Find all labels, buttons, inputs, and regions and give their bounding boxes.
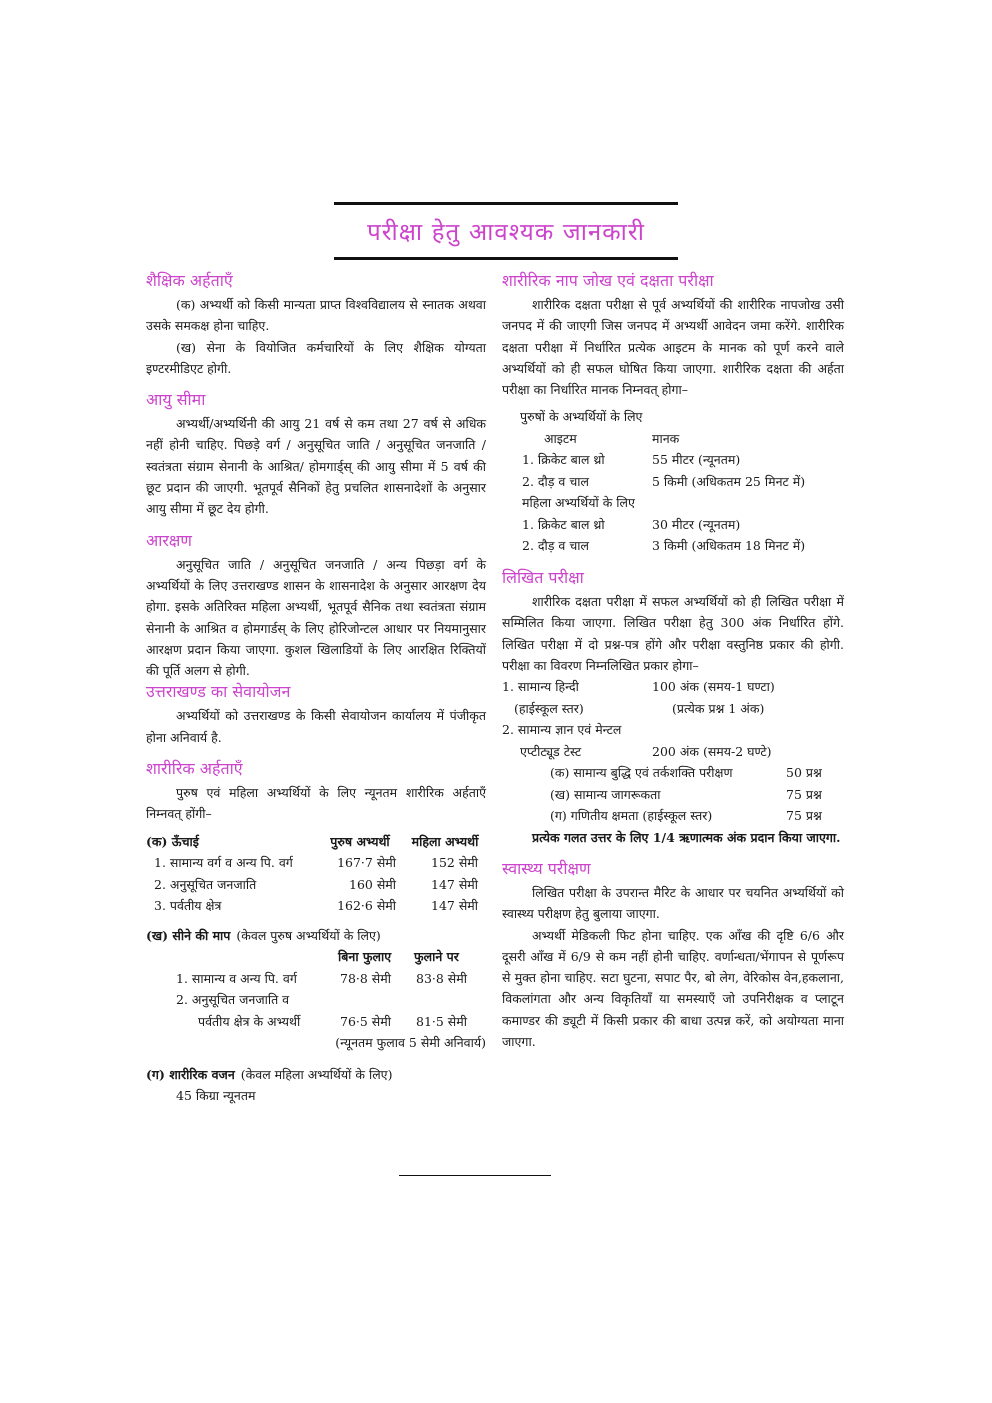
weight-header — [146, 1064, 486, 1086]
heading-physical: शारीरिक अर्हताएँ — [146, 759, 243, 779]
page-title-box — [334, 202, 678, 260]
chest-cols — [146, 946, 486, 968]
written-para: शारीरिक दक्षता परीक्षा में सफल अभ्यर्थियों को ही लिखित परीक्षा में सम्मिलित किया जाएगा. लिखित परीक्षा हेतु 300 अंक निर्धारित होंगे. लिखित परीक्षा में दो प्रश्न-पत्र होंगे और परीक्षा वस्तुनिष्ठ प्रकार की होगी. परीक्षा का विवरण निम्नलिखित प्रकार होगा– — [502, 593, 844, 673]
weight-label: (ग) शारीरिक वजन — [146, 1066, 235, 1082]
weight-value-row — [146, 1085, 486, 1107]
heading-education: शैक्षिक अर्हताएँ — [146, 271, 233, 290]
chest-footnote: (न्यूनतम फुलाव 5 सेमी अनिवार्य) — [335, 1035, 486, 1051]
col-item: आइटम — [544, 430, 577, 446]
female-heading-row — [502, 492, 844, 514]
paper2-sub-row: एप्टीट्यूड टेस्ट 200 अंक (समय-2 घण्टे) — [520, 743, 772, 759]
chest-label: (ख) सीने की माप — [146, 927, 231, 943]
weight-value: 45 किग्रा न्यूनतम — [176, 1088, 256, 1104]
chest-note: (केवल पुरुष अभ्यर्थियों के लिए) — [236, 927, 381, 943]
height-label: (क) ऊँचाई — [146, 833, 199, 849]
employment-para: अभ्यर्थियों को उत्तराखण्ड के किसी सेवायोजन कार्यालय में पंजीकृत होना अनिवार्य है. — [146, 708, 486, 745]
left-column — [146, 270, 486, 1107]
height-header — [146, 831, 486, 853]
table-row: 1. सामान्य व अन्य पि. वर्ग 78·8 सेमी 83·8 सेमी — [176, 970, 467, 986]
chest-col-1: बिना फुलाए — [338, 949, 392, 965]
heading-health: स्वास्थ्य परीक्षण — [502, 858, 591, 878]
paper1-row: 1. सामान्य हिन्दी 100 अंक (समय-1 घण्टा) — [502, 679, 775, 695]
male-heading: पुरुषों के अभ्यर्थियों के लिए — [520, 409, 643, 425]
table-row: 2. दौड़ व चाल 5 किमी (अधिकतम 25 मिनट में) — [522, 473, 806, 489]
chest-col-2: फुलाने पर — [414, 949, 459, 965]
chest-footnote-row — [146, 1032, 486, 1054]
heading-reservation: आरक्षण — [146, 530, 192, 550]
table-row: 2. अनुसूचित जनजाति व — [176, 992, 290, 1008]
col-standard: मानक — [652, 430, 680, 446]
table-row: 1. क्रिकेट बाल थ्रो 55 मीटर (न्यूनतम) — [522, 452, 741, 468]
page-title: परीक्षा हेतु आवश्यक जानकारी — [367, 217, 645, 246]
paper2-row: 2. सामान्य ज्ञान एवं मेन्टल — [502, 722, 622, 738]
height-col-female: महिला अभ्यर्थी — [411, 833, 479, 849]
table-row: 1. क्रिकेट बाल थ्रो 30 मीटर (न्यूनतम) — [522, 516, 741, 532]
male-heading-row — [502, 406, 844, 428]
physical-para: पुरुष एवं महिला अभ्यर्थियों के लिए न्यूनतम शारीरिक अर्हताएँ निम्नवत् होंगी– — [146, 785, 486, 822]
table-row: 3. पर्वतीय क्षेत्र 162·6 सेमी 147 सेमी — [154, 898, 478, 914]
heading-written: लिखित परीक्षा — [502, 567, 584, 587]
right-column — [502, 270, 844, 1052]
health-para-2: अभ्यर्थी मेडिकली फिट होना चाहिए. एक आँख की दृष्टि 6/6 और दूसरी आँख में 6/9 से कम नहीं होनी चाहिए. वर्णान्धता/भेंगापन से पूर्णरूप से मुक्त होना चाहिए. सटा घुटना, सपाट पैर, बो लेग, वेरिकोस वेन,हकलाना, विकलांगता और अन्य विकृतियाँ या समस्याएँ जो उपनिरीक्षक व प्लाटून कमाण्डर की ड्यूटी में किसी प्रकार की बाधा उत्पन्न करें, को अयोग्यता माना जाएगा. — [502, 927, 844, 1050]
weight-note: (केवल महिला अभ्यर्थियों के लिए) — [240, 1066, 393, 1082]
table-row: 2. अनुसूचित जनजाति 160 सेमी 147 सेमी — [154, 876, 478, 892]
bottom-divider — [399, 1175, 551, 1176]
table-row: 1. सामान्य वर्ग व अन्य पि. वर्ग 167·7 सेमी 152 सेमी — [154, 855, 478, 871]
measurement-para: शारीरिक दक्षता परीक्षा से पूर्व अभ्यर्थियों की शारीरिक नापजोख उसी जनपद में की जाएगी जिस जनपद में अभ्यर्थी आवेदन जमा करेंगे. शारीरिक दक्षता परीक्षा में निर्धारित प्रत्येक आइटम के मानक को पूर्ण करने वाले अभ्यर्थियों को ही सफल घोषित किया जाएगा. शारीरिक दक्षता की अर्हता परीक्षा का निर्धारित मानक निम्नवत् होगा– — [502, 297, 844, 398]
paper1-sub-row: (हाईस्कूल स्तर) (प्रत्येक प्रश्न 1 अंक) — [514, 700, 765, 716]
table-row: (ख) सामान्य जागरूकता 75 प्रश्न — [550, 786, 822, 802]
chest-header — [146, 925, 486, 947]
table-row: पर्वतीय क्षेत्र के अभ्यर्थी 76·5 सेमी 81·5 सेमी — [198, 1013, 467, 1029]
female-heading: महिला अभ्यर्थियों के लिए — [522, 495, 635, 511]
health-para-1: लिखित परीक्षा के उपरान्त मैरिट के आधार पर चयनित अभ्यर्थियों को स्वास्थ्य परीक्षण हेतु बुलाया जाएगा. — [502, 884, 844, 922]
fitness-col-header — [502, 428, 844, 450]
education-para-1: (क) अभ्यर्थी को किसी मान्यता प्राप्त विश्वविद्यालय से स्नातक अथवा उसके समकक्ष होना चाहिए. — [146, 297, 486, 334]
heading-employment: उत्तराखण्ड का सेवायोजन — [146, 682, 291, 702]
age-limit-para: अभ्यर्थी/अभ्यर्थिनी की आयु 21 वर्ष से कम तथा 27 वर्ष से अधिक नहीं होनी चाहिए. पिछड़े वर्ग / अनुसूचित जाति / अनुसूचित जनजाति / स्वतंत्रता संग्राम सेनानी के आश्रित/ होमगार्ड्स् की आयु सीमा में 5 वर्ष की छूट प्रदान की जाएगी. भूतपूर्व सैनिकों हेतु प्रचलित शासनादेशों के अनुसार आयु सीमा में छूट देय होगी. — [146, 416, 486, 517]
table-row: 2. दौड़ व चाल 3 किमी (अधिकतम 18 मिनट में) — [522, 538, 806, 554]
negative-marking: प्रत्येक गलत उत्तर के लिए 1/4 ऋणात्मक अंक प्रदान किया जाएगा. — [532, 829, 841, 845]
heading-age-limit: आयु सीमा — [146, 390, 206, 410]
reservation-para: अनुसूचित जाति / अनुसूचित जनजाति / अन्य पिछड़ा वर्ग के अभ्यर्थियों के लिए उत्तराखण्ड शासन के शासनादेश के अनुसार आरक्षण देय होगा. इसके अतिरिक्त महिला अभ्यर्थी, भूतपूर्व सैनिक तथा स्वतंत्रता संग्राम सेनानी के आश्रित व होमगार्डस् के लिए होरिजोन्टल आधार पर नियमानुसार आरक्षण प्रदान किया जाएगा. कुशल खिलाडियों के लिए आरक्षित रिक्तियों की पूर्ति अलग से होगी. — [146, 556, 486, 679]
table-row: (क) सामान्य बुद्धि एवं तर्कशक्ति परीक्षण 50 प्रश्न — [550, 765, 822, 781]
height-col-male: पुरुष अभ्यर्थी — [330, 833, 390, 849]
heading-measurement: शारीरिक नाप जोख एवं दक्षता परीक्षा — [502, 271, 714, 290]
education-para-2: (ख) सेना के वियोजित कर्मचारियों के लिए शैक्षिक योग्यता इण्टरमीडिएट होगी. — [146, 339, 486, 376]
table-row: (ग) गणितीय क्षमता (हाईस्कूल स्तर) 75 प्रश्न — [550, 808, 822, 824]
